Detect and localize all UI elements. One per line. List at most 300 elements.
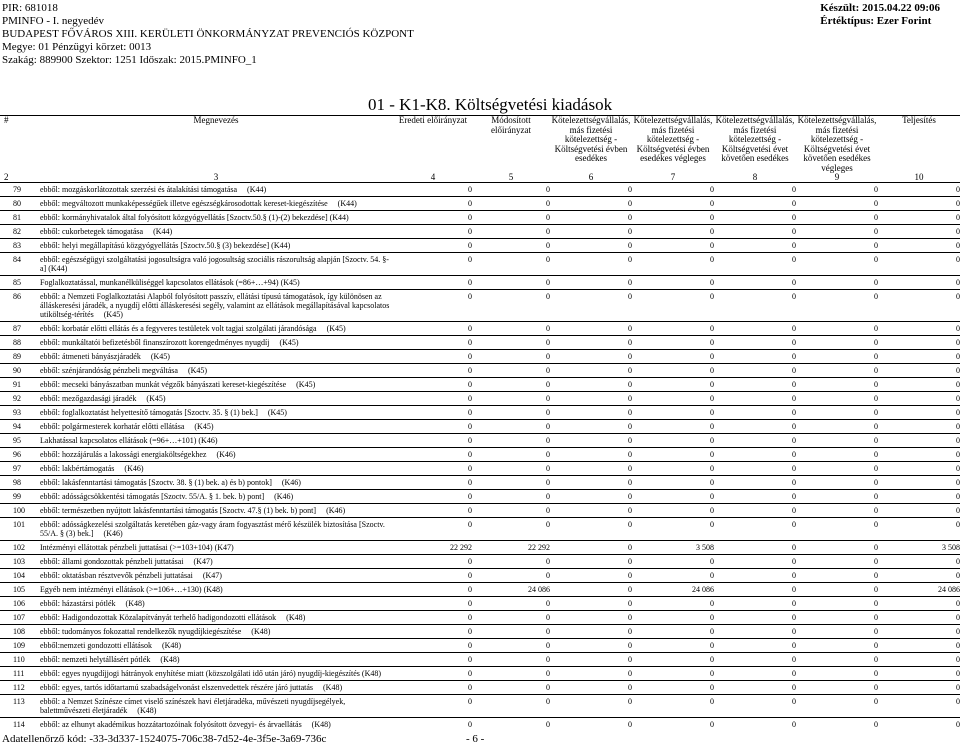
header-line: Szakág: 889900 Szektor: 1251 Időszak: 2015.PMINFO_1: [2, 54, 257, 66]
row-value: 0: [632, 197, 714, 211]
row-value: 0: [632, 290, 714, 322]
row-value: 0: [472, 364, 550, 378]
row-value: 0: [878, 504, 960, 518]
row-label: ebből:nemzeti gondozotti ellátások (K48): [38, 639, 394, 653]
row-label: ebből: megváltozott munkaképességűek illetve egészségkárosodottak kereset-kiegészítése (K44): [38, 197, 394, 211]
row-label: ebből: lakásfenntartási támogatás [Szoctv. 38. § (1) bek. a) és b) pontok] (K46): [38, 476, 394, 490]
row-value: 0: [796, 420, 878, 434]
row-value: 0: [394, 434, 472, 448]
row-value: 0: [878, 211, 960, 225]
row-value: 0: [550, 322, 632, 336]
row-value: 0: [632, 625, 714, 639]
row-value: 0: [472, 406, 550, 420]
row-value: 0: [472, 350, 550, 364]
table-row: [0, 518, 960, 541]
row-value: 0: [394, 518, 472, 541]
row-value: 0: [394, 555, 472, 569]
row-value: 0: [796, 597, 878, 611]
row-value: 0: [394, 476, 472, 490]
row-value: 0: [878, 490, 960, 504]
table-row: [0, 653, 960, 667]
row-value: 0: [796, 611, 878, 625]
row-value: 0: [550, 583, 632, 597]
row-value: 0: [394, 290, 472, 322]
row-value: 0: [878, 625, 960, 639]
row-value: 0: [632, 420, 714, 434]
row-value: 3 508: [632, 541, 714, 555]
row-value: 0: [796, 336, 878, 350]
row-value: 0: [472, 276, 550, 290]
row-value: 0: [796, 211, 878, 225]
row-label: ebből: szénjárandóság pénzbeli megváltása (K45): [38, 364, 394, 378]
row-value: 0: [472, 378, 550, 392]
row-value: 0: [550, 518, 632, 541]
row-value: 0: [394, 392, 472, 406]
table-row: [0, 490, 960, 504]
row-label: ebből: nemzeti helytállásért pótlék (K48): [38, 653, 394, 667]
row-value: 0: [632, 611, 714, 625]
row-value: 0: [878, 378, 960, 392]
row-label: ebből: egyes nyugdíjjogi hátrányok enyhítése miatt (közszolgálati idő után járó) nyugdíj-kiegészítés (K48): [38, 667, 394, 681]
row-value: 0: [714, 639, 796, 653]
row-value: 0: [878, 667, 960, 681]
row-value: 0: [632, 569, 714, 583]
row-value: 0: [472, 667, 550, 681]
row-value: 0: [550, 681, 632, 695]
row-number: 84: [0, 253, 38, 276]
row-value: 0: [472, 448, 550, 462]
row-label: Egyéb nem intézményi ellátások (>=106+…+130) (K48): [38, 583, 394, 597]
row-label: ebből: adósságcsökkentési támogatás [Szoctv. 55/A. § 1. bek. b) pont] (K46): [38, 490, 394, 504]
col-index: 8: [752, 172, 758, 182]
row-value: 0: [796, 253, 878, 276]
row-label: Intézményi ellátottak pénzbeli juttatásai (>=103+104) (K47): [38, 541, 394, 555]
row-number: 98: [0, 476, 38, 490]
row-number: 114: [0, 718, 38, 732]
row-label: ebből: kormányhivatalok által folyósított közgyógyellátás [Szoctv.50.§ (1)-(2) bekezdése] (K44): [38, 211, 394, 225]
row-value: 0: [878, 639, 960, 653]
row-value: 0: [394, 406, 472, 420]
row-value: 0: [632, 504, 714, 518]
row-value: 0: [550, 239, 632, 253]
row-value: 0: [394, 322, 472, 336]
row-number: 99: [0, 490, 38, 504]
row-value: 0: [714, 490, 796, 504]
row-number: 97: [0, 462, 38, 476]
row-value: 0: [394, 611, 472, 625]
row-value: 0: [550, 392, 632, 406]
row-value: 0: [796, 350, 878, 364]
row-value: 0: [878, 406, 960, 420]
row-value: 0: [714, 378, 796, 392]
row-number: 91: [0, 378, 38, 392]
row-value: 0: [878, 718, 960, 732]
table-row: [0, 350, 960, 364]
row-value: 0: [472, 490, 550, 504]
row-value: 0: [550, 211, 632, 225]
row-value: 0: [632, 183, 714, 197]
row-value: 0: [394, 569, 472, 583]
column-number-row: [0, 173, 960, 183]
row-value: 0: [714, 681, 796, 695]
row-value: 0: [714, 555, 796, 569]
row-value: 0: [714, 392, 796, 406]
header-line: BUDAPEST FŐVÁROS XIII. KERÜLETI ÖNKORMÁNYZAT PREVENCIÓS KÖZPONT: [2, 28, 414, 40]
row-label: Foglalkoztatással, munkanélküliséggel kapcsolatos ellátások (=86+…+94) (K45): [38, 276, 394, 290]
row-value: 0: [714, 253, 796, 276]
table-row: [0, 239, 960, 253]
row-value: 0: [796, 625, 878, 639]
row-value: 0: [714, 583, 796, 597]
row-value: 0: [550, 406, 632, 420]
row-number: 108: [0, 625, 38, 639]
table-row: [0, 183, 960, 197]
row-value: 0: [714, 290, 796, 322]
row-label: ebből: foglalkoztatást helyettesítő támogatás [Szoctv. 35. § (1) bek.] (K45): [38, 406, 394, 420]
value-type: Értéktípus: Ezer Forint: [820, 15, 932, 27]
row-value: 0: [632, 555, 714, 569]
row-number: 85: [0, 276, 38, 290]
row-value: 0: [714, 541, 796, 555]
table-row: [0, 695, 960, 718]
row-value: 0: [394, 197, 472, 211]
row-label: ebből: polgármesterek korhatár előtti ellátása (K45): [38, 420, 394, 434]
row-label: ebből: házastársi pótlék (K48): [38, 597, 394, 611]
row-value: 0: [550, 197, 632, 211]
row-value: 0: [394, 420, 472, 434]
col-index: 3: [213, 172, 219, 182]
col-index: 7: [670, 172, 676, 182]
row-value: 0: [394, 681, 472, 695]
row-number: 102: [0, 541, 38, 555]
row-number: 92: [0, 392, 38, 406]
row-value: 0: [632, 239, 714, 253]
row-value: 0: [796, 583, 878, 597]
row-value: 0: [714, 336, 796, 350]
row-value: 0: [878, 197, 960, 211]
row-value: 0: [550, 611, 632, 625]
row-value: 0: [878, 350, 960, 364]
row-value: 0: [550, 718, 632, 732]
row-number: 96: [0, 448, 38, 462]
table-row: [0, 611, 960, 625]
table-row: [0, 718, 960, 732]
row-value: 0: [632, 653, 714, 667]
row-value: 0: [714, 518, 796, 541]
row-value: 0: [796, 225, 878, 239]
row-label: ebből: átmeneti bányászjáradék (K45): [38, 350, 394, 364]
row-label: ebből: korbatár előtti ellátás és a fegyveres testületek volt tagjai szolgálati járandósága (K45): [38, 322, 394, 336]
row-value: 0: [472, 597, 550, 611]
col-index: 5: [508, 172, 514, 182]
row-label: ebből: cukorbetegek támogatása (K44): [38, 225, 394, 239]
report-meta: [820, 2, 940, 28]
row-value: 0: [632, 597, 714, 611]
row-value: 0: [878, 653, 960, 667]
row-value: 0: [550, 364, 632, 378]
row-value: 0: [394, 583, 472, 597]
table-row: [0, 555, 960, 569]
row-value: 0: [632, 681, 714, 695]
row-number: 101: [0, 518, 38, 541]
table-row: [0, 392, 960, 406]
row-number: 106: [0, 597, 38, 611]
table-row: [0, 448, 960, 462]
row-number: 82: [0, 225, 38, 239]
row-value: 0: [394, 625, 472, 639]
row-value: 0: [394, 597, 472, 611]
row-value: 0: [878, 681, 960, 695]
row-value: 0: [632, 225, 714, 239]
row-value: 0: [796, 183, 878, 197]
col-commitment-final-header: Kötelezettségvállalás, más fizetési kötelezettség - Költségvetési évben esedékes végleges: [633, 115, 713, 163]
table-row: [0, 378, 960, 392]
row-value: 0: [632, 518, 714, 541]
row-label: ebből: egyes, tartós időtartamú szabadságelvonást elszenvedettek részére járó juttatás (K48): [38, 681, 394, 695]
row-value: 0: [472, 290, 550, 322]
row-value: 0: [394, 639, 472, 653]
row-value: 0: [632, 378, 714, 392]
col-fulfilment-header: Teljesítés: [902, 115, 936, 125]
row-number: 104: [0, 569, 38, 583]
row-number: 83: [0, 239, 38, 253]
report-header: [2, 2, 414, 67]
row-value: 0: [394, 695, 472, 718]
row-value: 0: [632, 476, 714, 490]
row-value: 0: [550, 462, 632, 476]
row-value: 0: [472, 434, 550, 448]
row-value: 0: [632, 718, 714, 732]
row-value: 0: [472, 718, 550, 732]
row-value: 0: [796, 639, 878, 653]
row-value: 0: [394, 276, 472, 290]
row-number: 109: [0, 639, 38, 653]
row-value: 3 508: [878, 541, 960, 555]
row-value: 0: [796, 434, 878, 448]
row-value: 0: [472, 322, 550, 336]
row-number: 88: [0, 336, 38, 350]
row-value: 0: [550, 667, 632, 681]
col-commitment-header: Kötelezettségvállalás, más fizetési kötelezettség - Költségvetési évben esedékes: [551, 115, 631, 163]
table-row: [0, 276, 960, 290]
row-value: 0: [796, 518, 878, 541]
row-value: 0: [714, 183, 796, 197]
row-label: ebből: mezőgazdasági járadék (K45): [38, 392, 394, 406]
row-value: 0: [550, 653, 632, 667]
row-value: 0: [550, 555, 632, 569]
row-value: 0: [796, 653, 878, 667]
row-value: 0: [632, 336, 714, 350]
row-value: 0: [632, 406, 714, 420]
row-value: 0: [394, 490, 472, 504]
row-value: 0: [714, 569, 796, 583]
row-value: 0: [394, 350, 472, 364]
row-value: 0: [796, 555, 878, 569]
row-number: 103: [0, 555, 38, 569]
row-value: 0: [632, 364, 714, 378]
row-value: 0: [550, 290, 632, 322]
row-value: 0: [394, 336, 472, 350]
row-value: 0: [714, 197, 796, 211]
row-value: 24 086: [632, 583, 714, 597]
table-row: [0, 597, 960, 611]
table-row: [0, 420, 960, 434]
row-value: 0: [550, 420, 632, 434]
row-number: 95: [0, 434, 38, 448]
row-value: 0: [394, 183, 472, 197]
col-modified-header: Módosított előirányzat: [491, 115, 531, 135]
row-value: 0: [472, 695, 550, 718]
row-value: 0: [394, 378, 472, 392]
table-row: [0, 625, 960, 639]
row-number: 105: [0, 583, 38, 597]
row-value: 0: [550, 490, 632, 504]
row-value: 0: [550, 597, 632, 611]
row-value: 0: [632, 434, 714, 448]
table-row: [0, 290, 960, 322]
table-row: [0, 406, 960, 420]
row-value: 0: [632, 695, 714, 718]
row-value: 0: [472, 555, 550, 569]
row-value: 0: [394, 239, 472, 253]
row-value: 0: [714, 350, 796, 364]
row-value: 0: [394, 504, 472, 518]
row-value: 0: [472, 653, 550, 667]
row-value: 0: [878, 253, 960, 276]
row-value: 0: [550, 504, 632, 518]
row-value: 0: [878, 518, 960, 541]
row-value: 0: [878, 276, 960, 290]
row-value: 0: [878, 364, 960, 378]
row-value: 0: [714, 653, 796, 667]
row-value: 0: [714, 322, 796, 336]
row-value: 0: [472, 392, 550, 406]
col-index: 9: [834, 172, 840, 182]
row-value: 0: [550, 183, 632, 197]
row-value: 0: [632, 253, 714, 276]
row-value: 0: [796, 667, 878, 681]
row-value: 0: [714, 420, 796, 434]
row-value: 0: [796, 290, 878, 322]
row-number: 107: [0, 611, 38, 625]
row-label: ebből: az elhunyt akadémikus hozzátartozóinak folyósított özvegyi- és árvaellátás (K48): [38, 718, 394, 732]
col-name-header: Megnevezés: [193, 115, 239, 125]
row-value: 0: [472, 336, 550, 350]
row-value: 0: [796, 462, 878, 476]
row-value: 0: [472, 225, 550, 239]
row-value: 0: [550, 541, 632, 555]
row-number: 81: [0, 211, 38, 225]
row-value: 0: [714, 667, 796, 681]
table-row: [0, 667, 960, 681]
row-value: 0: [550, 253, 632, 276]
row-value: 0: [472, 681, 550, 695]
row-value: 0: [472, 611, 550, 625]
table-row: [0, 569, 960, 583]
row-number: 79: [0, 183, 38, 197]
row-value: 24 086: [472, 583, 550, 597]
header-line: PIR: 681018: [2, 2, 58, 14]
col-original-header: Eredeti előirányzat: [398, 115, 468, 125]
row-value: 0: [714, 476, 796, 490]
row-value: 0: [394, 462, 472, 476]
table-row: [0, 364, 960, 378]
row-value: 0: [878, 611, 960, 625]
row-value: 0: [472, 625, 550, 639]
row-value: 0: [714, 434, 796, 448]
table-row: [0, 225, 960, 239]
col-commitment-next-final-header: Kötelezettségvállalás, más fizetési kötelezettség - Költségvetési évet követően esedékes végleges: [797, 115, 877, 173]
row-value: 0: [632, 322, 714, 336]
row-label: ebből: természetben nyújtott lakásfenntartási támogatás [Szoctv. 47.§ (1) bek. b) pont] (K46): [38, 504, 394, 518]
table-row: [0, 322, 960, 336]
row-value: 0: [632, 448, 714, 462]
row-value: 0: [878, 420, 960, 434]
row-value: 0: [550, 276, 632, 290]
row-value: 0: [796, 681, 878, 695]
table-row: [0, 211, 960, 225]
row-value: 0: [714, 504, 796, 518]
col-index: 6: [588, 172, 594, 182]
row-value: 0: [714, 462, 796, 476]
table-row: [0, 434, 960, 448]
table-row: [0, 541, 960, 555]
row-value: 0: [472, 504, 550, 518]
row-label: ebből: tudományos fokozattal rendelkezők nyugdíjkiegészítése (K48): [38, 625, 394, 639]
row-value: 0: [550, 434, 632, 448]
verification-code: Adatellenőrző kód: -33-3d337-1524075-706c38-7d52-4e-3f5e-3a69-736c: [2, 733, 327, 745]
row-value: 0: [472, 197, 550, 211]
row-label: ebből: a Nemzet Színésze címet viselő színészek havi életjáradéka, művészeti nyugdíjsegélyek, balettművészeti életjáradék (K48): [38, 695, 394, 718]
row-label: ebből: Hadigondozottak Közalapítványát terhelő hadigondozotti ellátások (K48): [38, 611, 394, 625]
row-value: 0: [878, 434, 960, 448]
table-row: [0, 336, 960, 350]
row-value: 0: [472, 569, 550, 583]
row-value: 0: [714, 718, 796, 732]
row-value: 0: [472, 211, 550, 225]
row-number: 87: [0, 322, 38, 336]
created-at: Készült: 2015.04.22 09:06: [820, 2, 940, 14]
row-value: 0: [878, 239, 960, 253]
row-value: 0: [550, 639, 632, 653]
row-value: 0: [796, 406, 878, 420]
table-row: [0, 253, 960, 276]
row-value: 0: [472, 639, 550, 653]
row-value: 0: [878, 555, 960, 569]
column-header-row: [0, 116, 960, 173]
row-value: 0: [878, 336, 960, 350]
table-row: [0, 197, 960, 211]
row-value: 0: [394, 653, 472, 667]
row-number: 94: [0, 420, 38, 434]
row-label: ebből: munkáltatói befizetésből finanszírozott korengedményes nyugdíj (K45): [38, 336, 394, 350]
row-value: 0: [394, 225, 472, 239]
row-value: 0: [714, 448, 796, 462]
col-index: 4: [430, 172, 436, 182]
row-value: 0: [550, 695, 632, 718]
row-number: 111: [0, 667, 38, 681]
row-value: 0: [878, 597, 960, 611]
row-value: 0: [714, 364, 796, 378]
row-value: 0: [550, 569, 632, 583]
page-number: - 6 -: [466, 733, 485, 745]
row-value: 0: [472, 462, 550, 476]
page-title: 01 - K1-K8. Költségvetési kiadások: [368, 95, 613, 114]
row-value: 0: [796, 476, 878, 490]
row-number: 110: [0, 653, 38, 667]
row-value: 0: [394, 667, 472, 681]
row-number: 100: [0, 504, 38, 518]
